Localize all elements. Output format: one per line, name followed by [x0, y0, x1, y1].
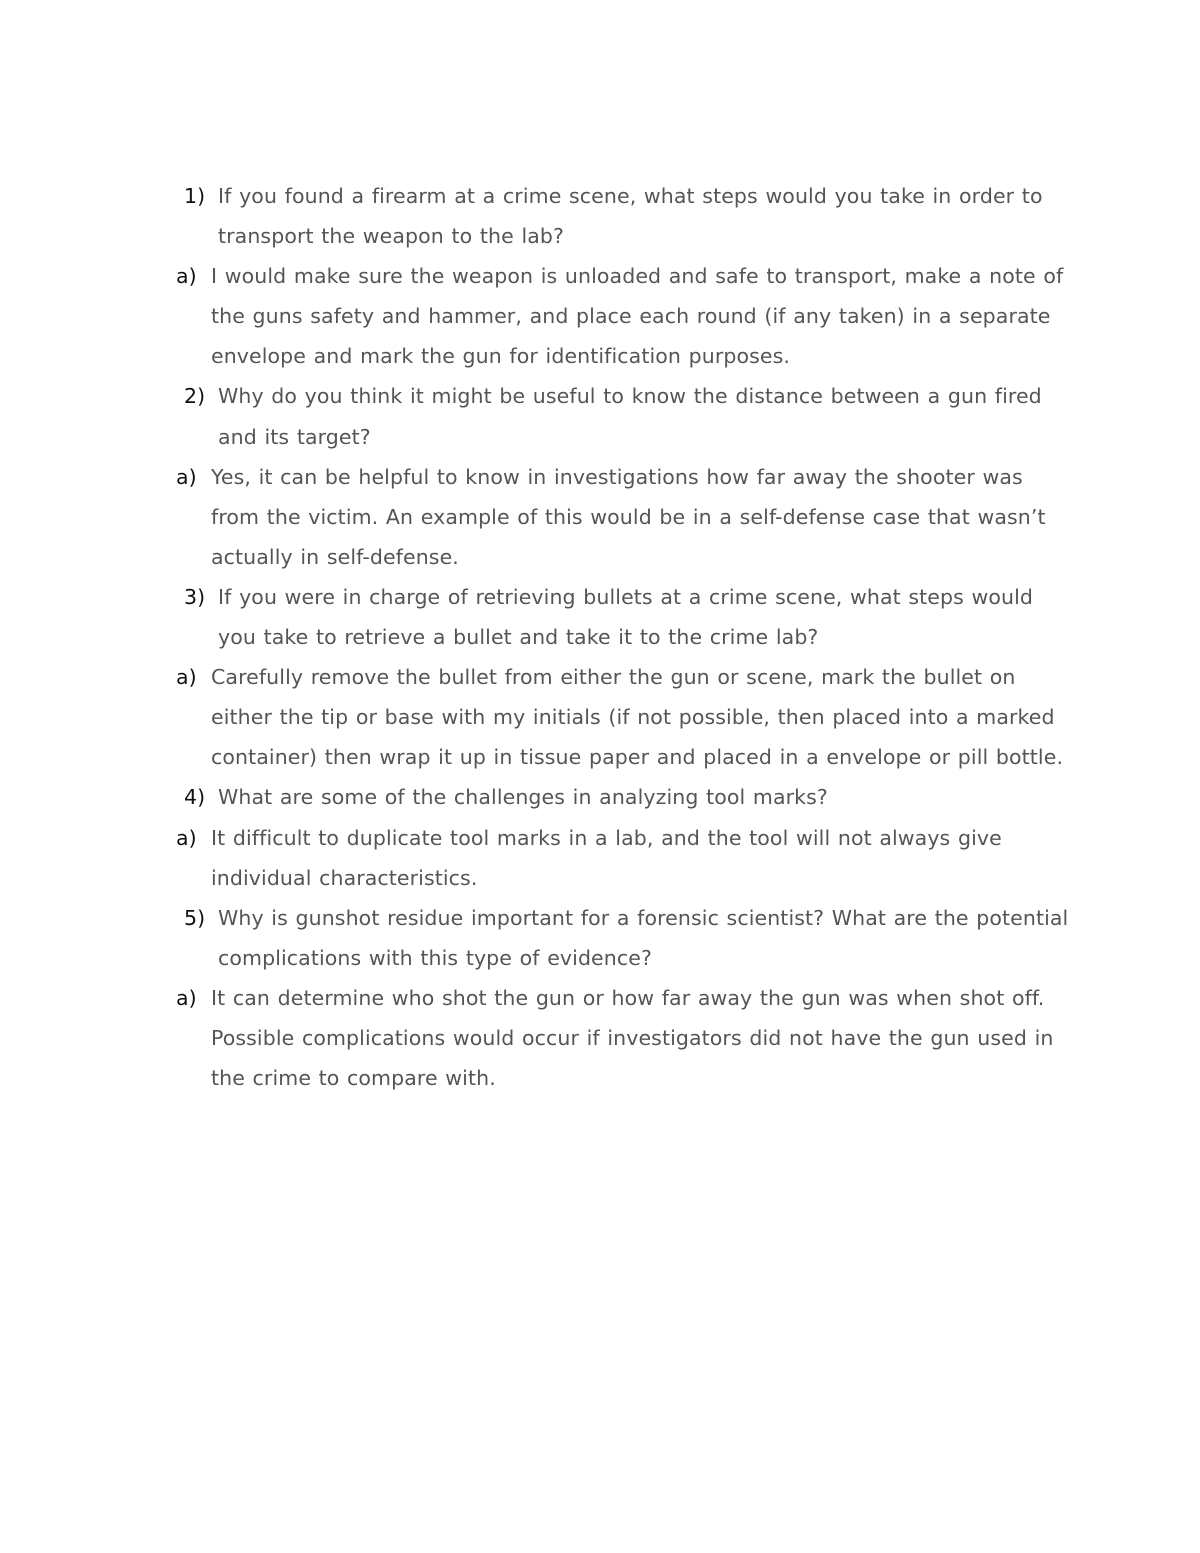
list-marker: 1): [184, 184, 206, 208]
list-marker: 4): [184, 785, 206, 810]
question-3: [174, 577, 1074, 657]
question-text: Why do you think it might be useful to know the distance between a gun fired and its target?: [218, 384, 1042, 449]
answer-4: [174, 818, 1074, 898]
answer-2: [174, 457, 1074, 577]
list-marker: 3): [184, 584, 206, 609]
question-1: [174, 176, 1074, 256]
list-marker: a): [176, 464, 197, 489]
answer-text: I would make sure the weapon is unloaded and safe to transport, make a note of the guns safety and hammer, and place each round (if any taken) in a separate envelope and mark the gun for identification purposes.: [211, 264, 1064, 369]
list-marker: a): [176, 264, 197, 289]
answer-text: Carefully remove the bullet from either the gun or scene, mark the bullet on either the tip or base with my initials (if not possible, then placed into a marked container) then wrap it up in tissue paper and placed in a envelope or pill bottle.: [211, 665, 1064, 770]
answer-text: Yes, it can be helpful to know in investigations how far away the shooter was from the victim. An example of this would be in a self-defense case that wasn’t actually in self-defense.: [211, 464, 1046, 569]
answer-1: [174, 256, 1074, 376]
list-marker: a): [176, 985, 197, 1010]
answer-text: It can determine who shot the gun or how far away the gun was when shot off. Possible complications would occur if investigators did not have the gun used in the crime to compare with.: [211, 985, 1054, 1091]
question-text: Why is gunshot residue important for a forensic scientist? What are the potential complications with this type of evidence?: [218, 905, 1069, 970]
question-text: If you found a firearm at a crime scene, what steps would you take in order to transport the weapon to the lab?: [218, 184, 1043, 249]
answer-3: [174, 657, 1074, 777]
question-answer-list: [174, 176, 1074, 1098]
list-marker: a): [176, 665, 197, 690]
question-4: [174, 777, 1074, 817]
answer-text: It difficult to duplicate tool marks in a lab, and the tool will not always give individual characteristics.: [211, 825, 1002, 890]
question-text: What are some of the challenges in analyzing tool marks?: [218, 785, 828, 810]
question-2: [174, 376, 1074, 456]
question-text: If you were in charge of retrieving bullets at a crime scene, what steps would you take to retrieve a bullet and take it to the crime lab?: [218, 584, 1034, 650]
question-5: [174, 898, 1074, 978]
answer-5: [174, 978, 1074, 1098]
list-marker: 5): [184, 905, 206, 930]
list-marker: a): [176, 825, 197, 850]
list-marker: 2): [184, 384, 206, 409]
